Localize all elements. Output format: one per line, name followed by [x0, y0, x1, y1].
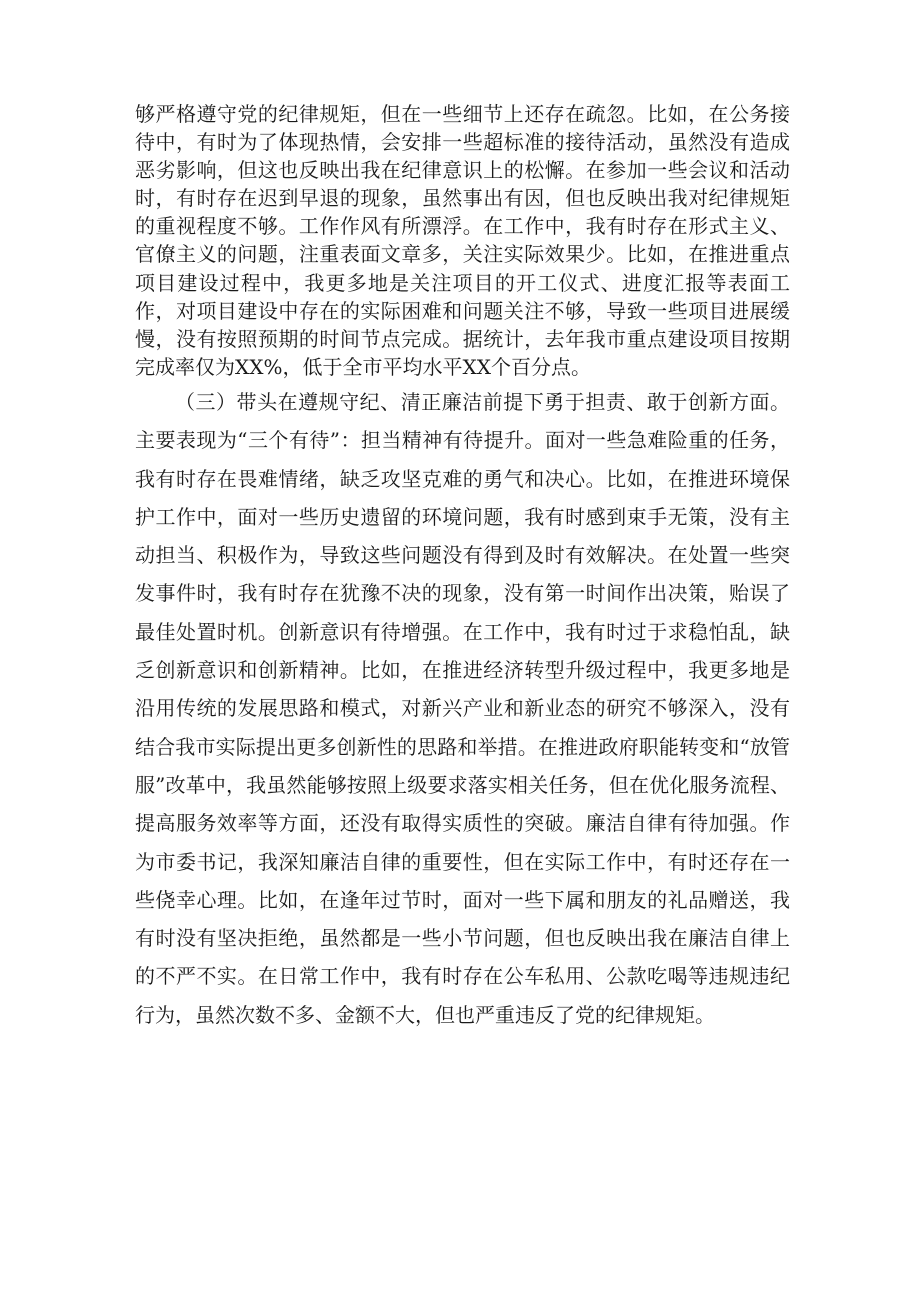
paragraph-section-three: （三）带头在遵规守纪、清正廉洁前提下勇于担责、敢于创新方面。主要表现为“三个有待”：担当精神有待提升。面对一些急难险重的任务，我有时存在畏难情绪，缺乏攻坚克难的勇气和决心。比如，在推进环境保护工作中，面对一些历史遗留的环境问题，我有时感到束手无策，没有主动担当、积极作为，导致这些问题没有得到及时有效解决。在处置一些突发事件时，我有时存在犹豫不决的现象，没有第一时间作出决策，贻误了最佳处置时机。创新意识有待增强。在工作中，我有时过于求稳怕乱，缺乏创新意识和创新精神。比如，在推进经济转型升级过程中，我更多地是沿用传统的发展思路和模式，对新兴产业和新业态的研究不够深入，没有结合我市实际提出更多创新性的思路和举措。在推进政府职能转变和“放管服”改革中，我虽然能够按照上级要求落实相关任务，但在优化服务流程、提高服务效率等方面，还没有取得实质性的突破。廉洁自律有待加强。作为市委书记，我深知廉洁自律的重要性，但在实际工作中，有时还存在一些侥幸心理。比如，在逢年过节时，面对一些下属和朋友的礼品赠送，我有时没有坚决拒绝，虽然都是一些小节问题，但也反映出我在廉洁自律上的不严不实。在日常工作中，我有时存在公车私用、公款吃喝等违规违纪行为，虽然次数不多、金额不大，但也严重违反了党的纪律规矩。 — [135, 390, 790, 1027]
paragraph-discipline-continued: 够严格遵守党的纪律规矩，但在一些细节上还存在疏忽。比如，在公务接待中，有时为了体现热情，会安排一些超标准的接待活动，虽然没有造成恶劣影响，但这也反映出我在纪律意识上的松懈。在参加一些会议和活动时，有时存在迟到早退的现象，虽然事出有因，但也反映出我对纪律规矩的重视程度不够。工作作风有所漂浮。在工作中，我有时存在形式主义、官僚主义的问题，注重表面文章多，关注实际效果少。比如，在推进重点项目建设过程中，我更多地是关注项目的开工仪式、进度汇报等表面工作，对项目建设中存在的实际困难和问题关注不够，导致一些项目进展缓慢，没有按照预期的时间节点完成。据统计，去年我市重点建设项目按期完成率仅为XX%，低于全市平均水平XX个百分点。 — [135, 102, 790, 379]
